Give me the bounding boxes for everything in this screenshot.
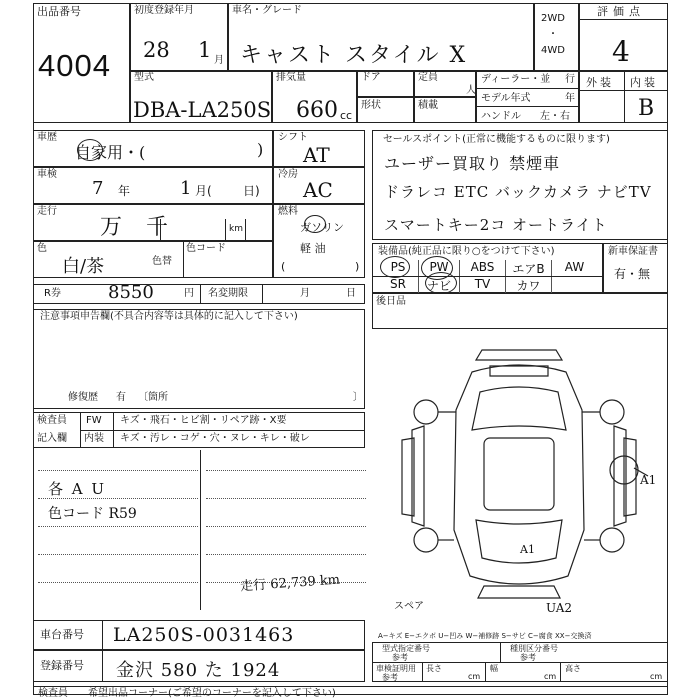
color-code-label: 色コード xyxy=(186,243,226,254)
fw-items: キズ・飛石・ヒビ割・リペア跡・X要 xyxy=(120,415,287,426)
sales-line3: スマートキー2コ オートライト xyxy=(384,216,608,234)
warranty-value: 有・無 xyxy=(614,267,651,281)
registration-label: 登録番号 xyxy=(40,659,84,672)
equip-navi-circle xyxy=(425,272,457,294)
cooling-label: 冷房 xyxy=(278,169,298,180)
width-unit: cm xyxy=(544,672,557,681)
length-label: 長さ xyxy=(426,664,442,673)
history-circle xyxy=(77,139,103,161)
equipment-label: 装備品(純正品に限り○をつけて下さい) xyxy=(378,246,555,257)
model-year-label: モデル年式 xyxy=(481,93,531,104)
equip-ps-circle xyxy=(380,256,410,278)
equip-ps: PS xyxy=(378,260,419,276)
equip-aw: AW xyxy=(564,260,585,274)
shift-label: シフト xyxy=(278,132,308,143)
history-value: 自家用・( xyxy=(75,143,146,162)
interior-check-label: 内装 xyxy=(84,433,104,444)
category-ref: 参考 xyxy=(520,653,536,662)
handle-options: 左・右 xyxy=(540,111,570,122)
inspection-month-unit: 月( xyxy=(195,184,212,198)
wheel-front-right xyxy=(600,400,624,424)
fuel-gasoline: ガソリン xyxy=(300,221,344,234)
sales-points-label: セールスポイント(正常に機能するものに限ります) xyxy=(383,134,610,145)
length-unit: cm xyxy=(468,672,481,681)
equip-navi: ナビ xyxy=(419,277,460,293)
reg-month-unit: 月 xyxy=(214,55,224,66)
equip-leather: カワ xyxy=(506,277,552,293)
footer-text: 希望出品コーナー(ご希望のコーナーを記入して下さい) xyxy=(88,688,336,699)
mileage-label: 走行 xyxy=(37,206,57,217)
recycle-value: 8550 xyxy=(108,282,154,303)
interior-items: キズ・汚レ・コゲ・穴・ヌレ・キレ・破レ xyxy=(120,433,310,444)
model-label: 型式 xyxy=(134,72,154,83)
drive-separator: ・ xyxy=(548,29,558,40)
equip-pw: PW xyxy=(419,260,460,276)
mark-ua2: UA2 xyxy=(546,601,573,615)
name-change-month: 月 xyxy=(300,288,310,299)
mark-a1-side: A1 xyxy=(640,473,657,487)
chassis-label: 車台番号 xyxy=(40,628,84,641)
category-label: 種別区分番号 xyxy=(510,644,558,653)
door-label: ドア xyxy=(361,72,381,83)
interior-value: B xyxy=(638,96,655,121)
car-front-view xyxy=(476,350,562,360)
displacement-unit: cc xyxy=(340,109,353,122)
remark-mileage: 走行 62,739 km xyxy=(239,572,341,595)
reg-month: 1 xyxy=(198,38,212,62)
type-spec-label: 型式指定番号 xyxy=(382,644,430,653)
inspector-label: 検査員 xyxy=(37,415,67,426)
notes-label: 注意事項申告欄(不具合内容等は具体的に記入して下さい) xyxy=(40,311,298,322)
rating-label: 評価点 xyxy=(597,5,645,18)
entry-label: 記入欄 xyxy=(37,433,67,444)
spare-label: スペア xyxy=(394,601,424,612)
footer-inspector-label: 検査員 xyxy=(38,688,68,699)
width-label: 幅 xyxy=(490,664,498,673)
capacity-unit: 人 xyxy=(466,85,476,96)
inspection-year-unit: 年 xyxy=(118,184,131,198)
sales-line1: ユーザー買取り 禁煙車 xyxy=(384,154,561,173)
vehicle-diagram xyxy=(372,330,668,620)
interior-label: 内装 xyxy=(630,76,658,89)
equip-airbag: エアB xyxy=(506,260,552,276)
name-change-day: 日 xyxy=(346,288,356,299)
cert-label: 車検証明用 xyxy=(376,664,416,673)
history-close: ) xyxy=(257,140,264,159)
rear-items-cell xyxy=(372,293,668,329)
model-value: DBA-LA250S xyxy=(133,98,272,122)
dealer-unit: 行 xyxy=(565,74,575,85)
dealer-label: ディーラー・並 xyxy=(481,74,551,85)
mark-a1-roof: A1 xyxy=(520,543,535,556)
wheel-rear-right xyxy=(600,528,624,552)
equipment-row1 xyxy=(378,260,598,276)
capacity-label: 定員 xyxy=(418,72,438,83)
fuel-label: 燃料 xyxy=(278,206,298,217)
rear-items-label: 後日品 xyxy=(376,296,406,307)
name-change-label: 名変期限 xyxy=(208,288,248,299)
remark-line2: 色コード R59 xyxy=(48,506,137,522)
car-top-body xyxy=(454,365,584,584)
fw-label: FW xyxy=(86,415,102,426)
registration-value: 金沢 580 た 1924 xyxy=(116,660,281,681)
drive-2wd: 2WD xyxy=(541,13,565,24)
load-label: 積載 xyxy=(418,100,438,111)
recycle-unit: 円 xyxy=(184,288,194,299)
remark-line1: 各 A U xyxy=(48,480,107,498)
warranty-label: 新車保証書 xyxy=(608,246,658,257)
reg-year: 28 xyxy=(143,38,170,62)
mileage-sen: 千 xyxy=(146,215,169,240)
height-label: 高さ xyxy=(565,664,581,673)
sales-line2: ドラレコ ETC バックカメラ ナビTV xyxy=(384,183,652,201)
exterior-label: 外装 xyxy=(586,76,614,89)
fuel-paren-open: ( xyxy=(281,260,286,273)
color-label: 色 xyxy=(37,243,47,254)
fuel-paren-close: ) xyxy=(355,260,360,273)
equip-sr: SR xyxy=(378,277,419,293)
car-rear-view xyxy=(478,586,560,598)
cert-ref: 参考 xyxy=(382,673,398,682)
height-unit: cm xyxy=(650,672,663,681)
recycle-cell xyxy=(33,284,365,304)
history-label: 車歴 xyxy=(37,132,57,143)
equip-tv: TV xyxy=(460,277,506,293)
chassis-value: LA250S-0031463 xyxy=(113,624,295,646)
lot-number: 4004 xyxy=(38,48,111,83)
mileage-unit: km xyxy=(229,224,243,234)
model-year-unit: 年 xyxy=(565,93,575,104)
drive-4wd: 4WD xyxy=(541,45,565,56)
color-change-label: 色替 xyxy=(152,256,172,267)
first-reg-label: 初度登録年月 xyxy=(134,5,194,16)
shape-label: 形状 xyxy=(361,100,381,111)
equip-abs: ABS xyxy=(460,260,506,276)
color-value: 白/茶 xyxy=(62,256,105,277)
repair-has: 有 xyxy=(116,392,126,403)
inspection-year: 7 xyxy=(92,178,104,199)
cooling-value: AC xyxy=(303,178,333,202)
lot-number-label: 出品番号 xyxy=(37,5,81,18)
mileage-man: 万 xyxy=(100,215,123,240)
inspection-month: 1 xyxy=(180,178,192,199)
inspection-label: 車検 xyxy=(37,169,57,180)
inspection-day-unit: 日) xyxy=(243,184,260,198)
displacement-value: 660 xyxy=(296,98,338,123)
fuel-diesel: 軽 油 xyxy=(300,242,326,255)
shift-value: AT xyxy=(303,143,330,167)
recycle-label: R券 xyxy=(44,288,61,299)
repair-place: 〔箇所 xyxy=(138,392,168,403)
history-cell xyxy=(33,130,273,167)
name-grade-label: 車名・グレード xyxy=(232,5,302,16)
rating-value: 4 xyxy=(612,35,630,68)
wheel-rear-left xyxy=(414,528,438,552)
displacement-label: 排気量 xyxy=(276,72,306,83)
type-spec-ref: 参考 xyxy=(392,653,408,662)
repair-label: 修復歴 xyxy=(68,392,98,403)
equipment-row2 xyxy=(378,277,598,293)
repair-close: 〕 xyxy=(353,392,363,403)
wheel-front-left xyxy=(414,400,438,424)
damage-legend: A−キズ E−エクボ U−凹み W−補修跡 S−サビ C−腐食 XX−交換済 xyxy=(378,632,592,640)
inspection-cell xyxy=(33,167,273,204)
fuel-circle xyxy=(304,215,326,233)
car-name: キャスト スタイル X xyxy=(240,43,468,68)
handle-label: ハンドル xyxy=(481,111,521,122)
